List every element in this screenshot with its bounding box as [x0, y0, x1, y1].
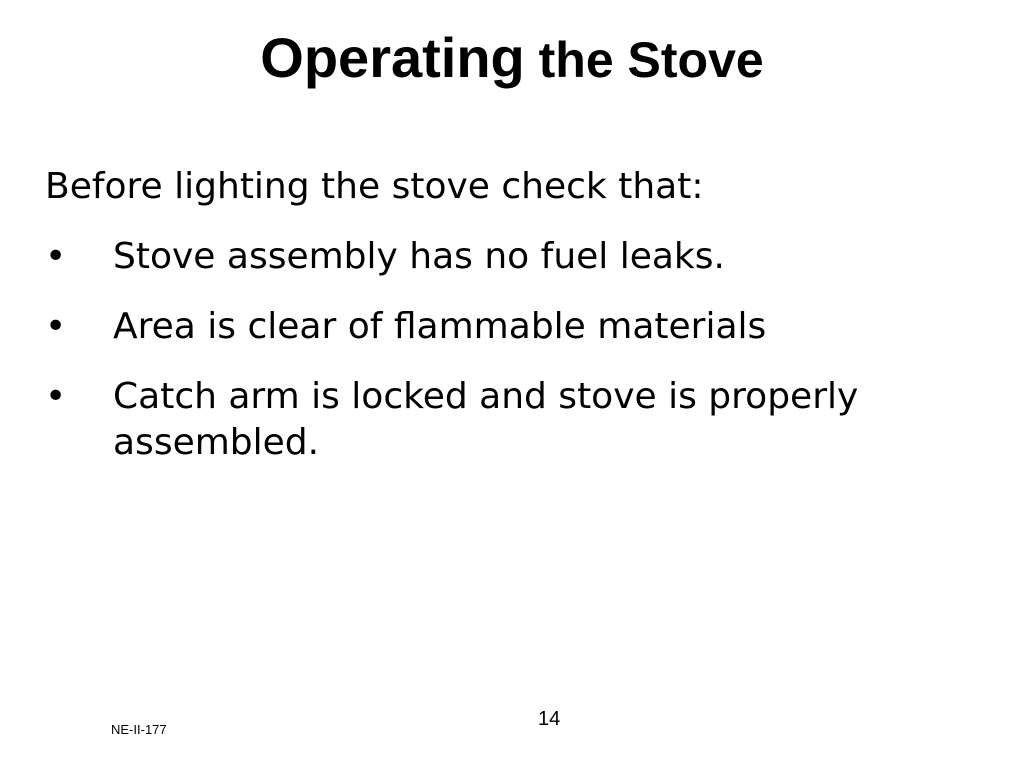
bullet-text: Stove assembly has no fuel leaks. [113, 236, 725, 277]
bullet-icon: • [45, 306, 67, 347]
bullet-item [45, 374, 985, 466]
title-part-1: Operating [260, 26, 525, 89]
slide-body [45, 164, 985, 490]
bullet-item [45, 304, 985, 350]
bullet-icon: • [45, 376, 67, 417]
footer-code: NE-II-177 [111, 722, 167, 737]
bullet-text: Catch arm is locked and stove is properly assembled. [113, 376, 859, 463]
bullet-icon: • [45, 236, 67, 277]
slide-title [0, 26, 1024, 89]
bullet-item [45, 234, 985, 280]
title-part-2: the Stove [524, 32, 764, 88]
page-number: 14 [538, 708, 561, 730]
bullet-text: Area is clear of flammable materials [113, 306, 767, 347]
intro-text: Before lighting the stove check that: [45, 166, 704, 207]
